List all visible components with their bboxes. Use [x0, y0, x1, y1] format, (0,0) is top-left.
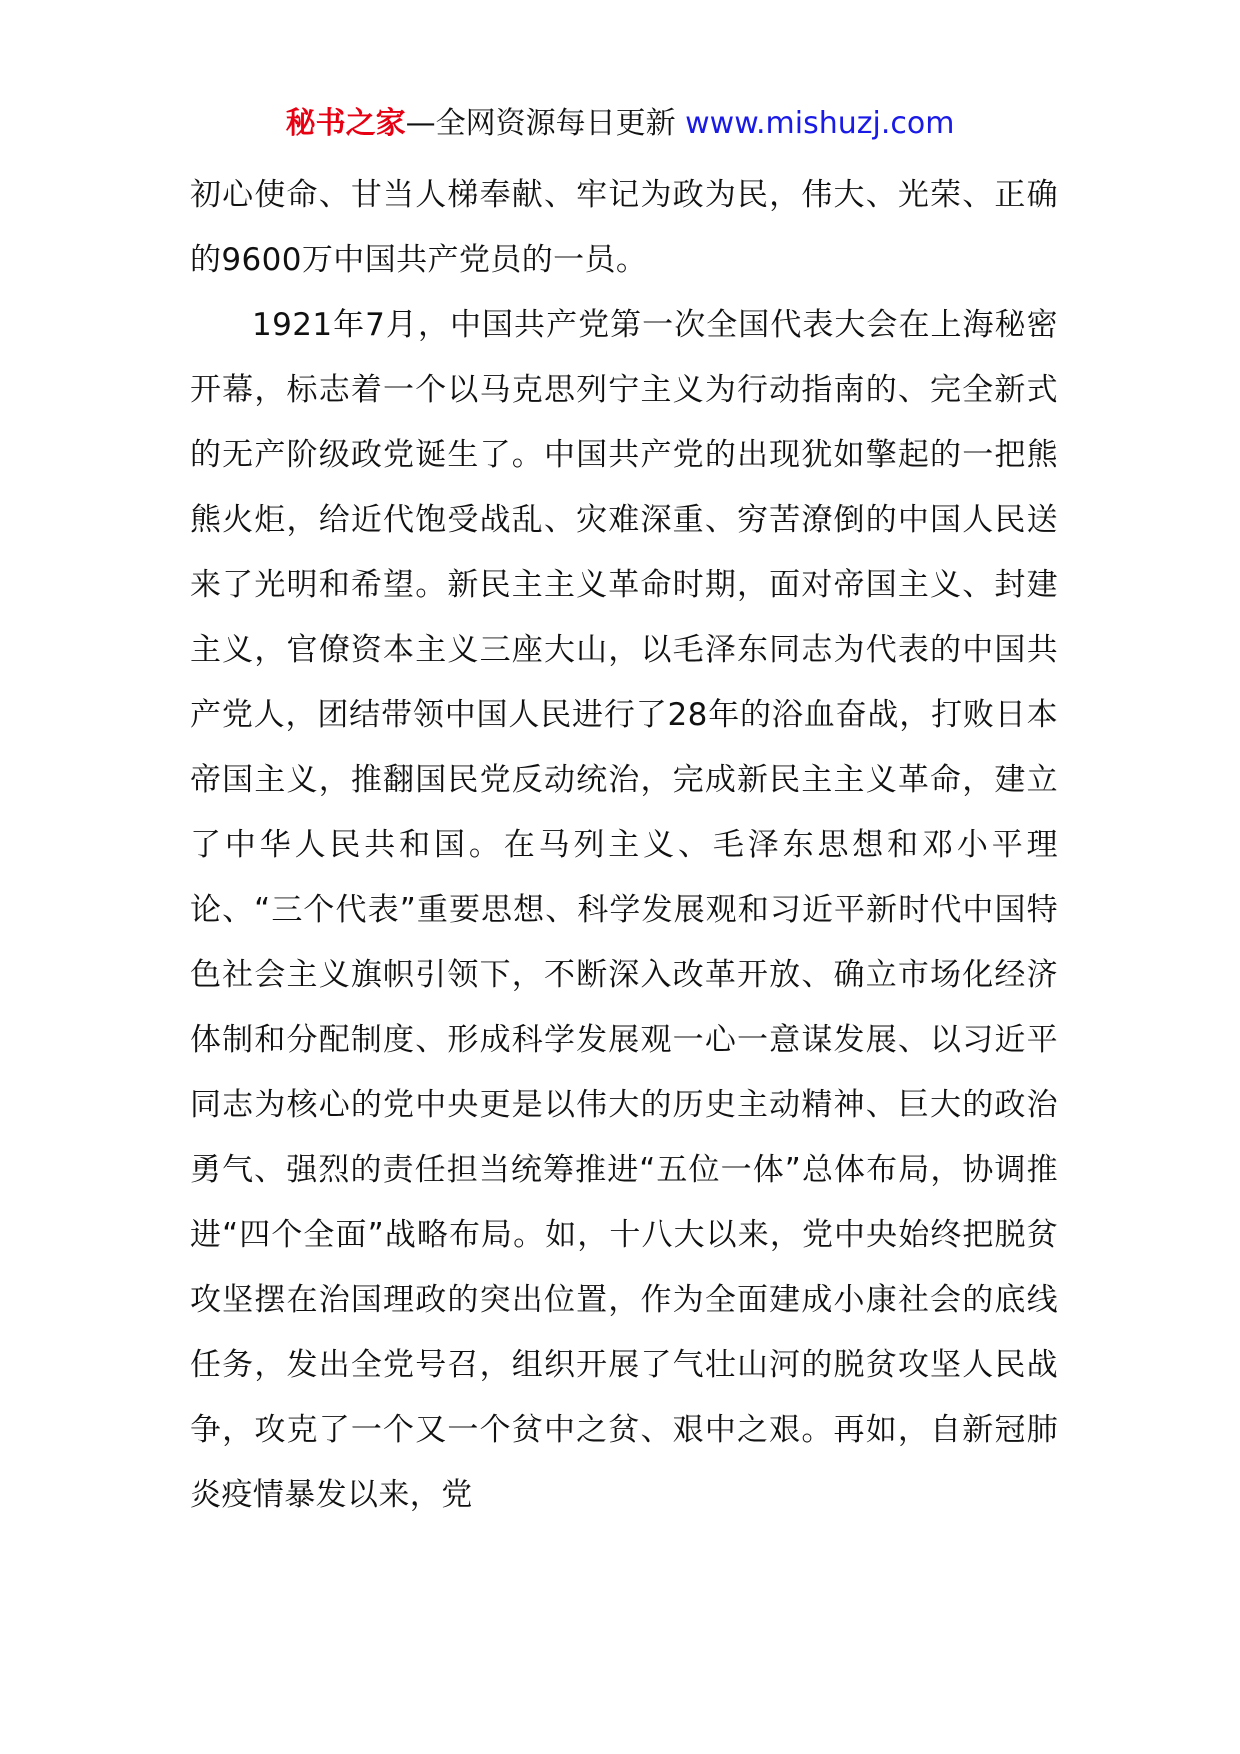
paragraph-history: 1921年7月，中国共产党第一次全国代表大会在上海秘密开幕，标志着一个以马克思列宁主义为行动指南的、完全新式的无产阶级政党诞生了。中国共产党的出现犹如擎起的一把熊熊火炬，给近代饱受战乱、灾难深重、穷苦潦倒的中国人民送来了光明和希望。新民主主义革命时期，面对帝国主义、封建主义，官僚资本主义三座大山，以毛泽东同志为代表的中国共产党人，团结带领中国人民进行了28年的浴血奋战，打败日本帝国主义，推翻国民党反动统治，完成新民主主义革命，建立了中华人民共和国。在马列主义、毛泽东思想和邓小平理论、“三个代表”重要思想、科学发展观和习近平新时代中国特色社会主义旗帜引领下，不断深入改革开放、确立市场化经济体制和分配制度、形成科学发展观一心一意谋发展、以习近平同志为核心的党中央更是以伟大的历史主动精神、巨大的政治勇气、强烈的责任担当统筹推进“五位一体”总体布局，协调推进“四个全面”战略布局。如，十八大以来，党中央始终把脱贫攻坚摆在治国理政的突出位置，作为全面建成小康社会的底线任务，发出全党号召，组织开展了气壮山河的脱贫攻坚人民战争，攻克了一个又一个贫中之贫、艰中之艰。再如，自新冠肺炎疫情暴发以来，党 [190, 307, 1058, 1513]
paragraph-continuation: 初心使命、甘当人梯奉献、牢记为政为民，伟大、光荣、正确的9600万中国共产党员的一员。 [190, 177, 1058, 278]
site-brand: 秘书之家 [285, 106, 406, 141]
document-body [190, 163, 1058, 1528]
site-url-link[interactable]: www.mishuzj.com [685, 106, 955, 141]
site-header [0, 100, 1240, 148]
site-tagline: —全网资源每日更新 [405, 106, 676, 141]
